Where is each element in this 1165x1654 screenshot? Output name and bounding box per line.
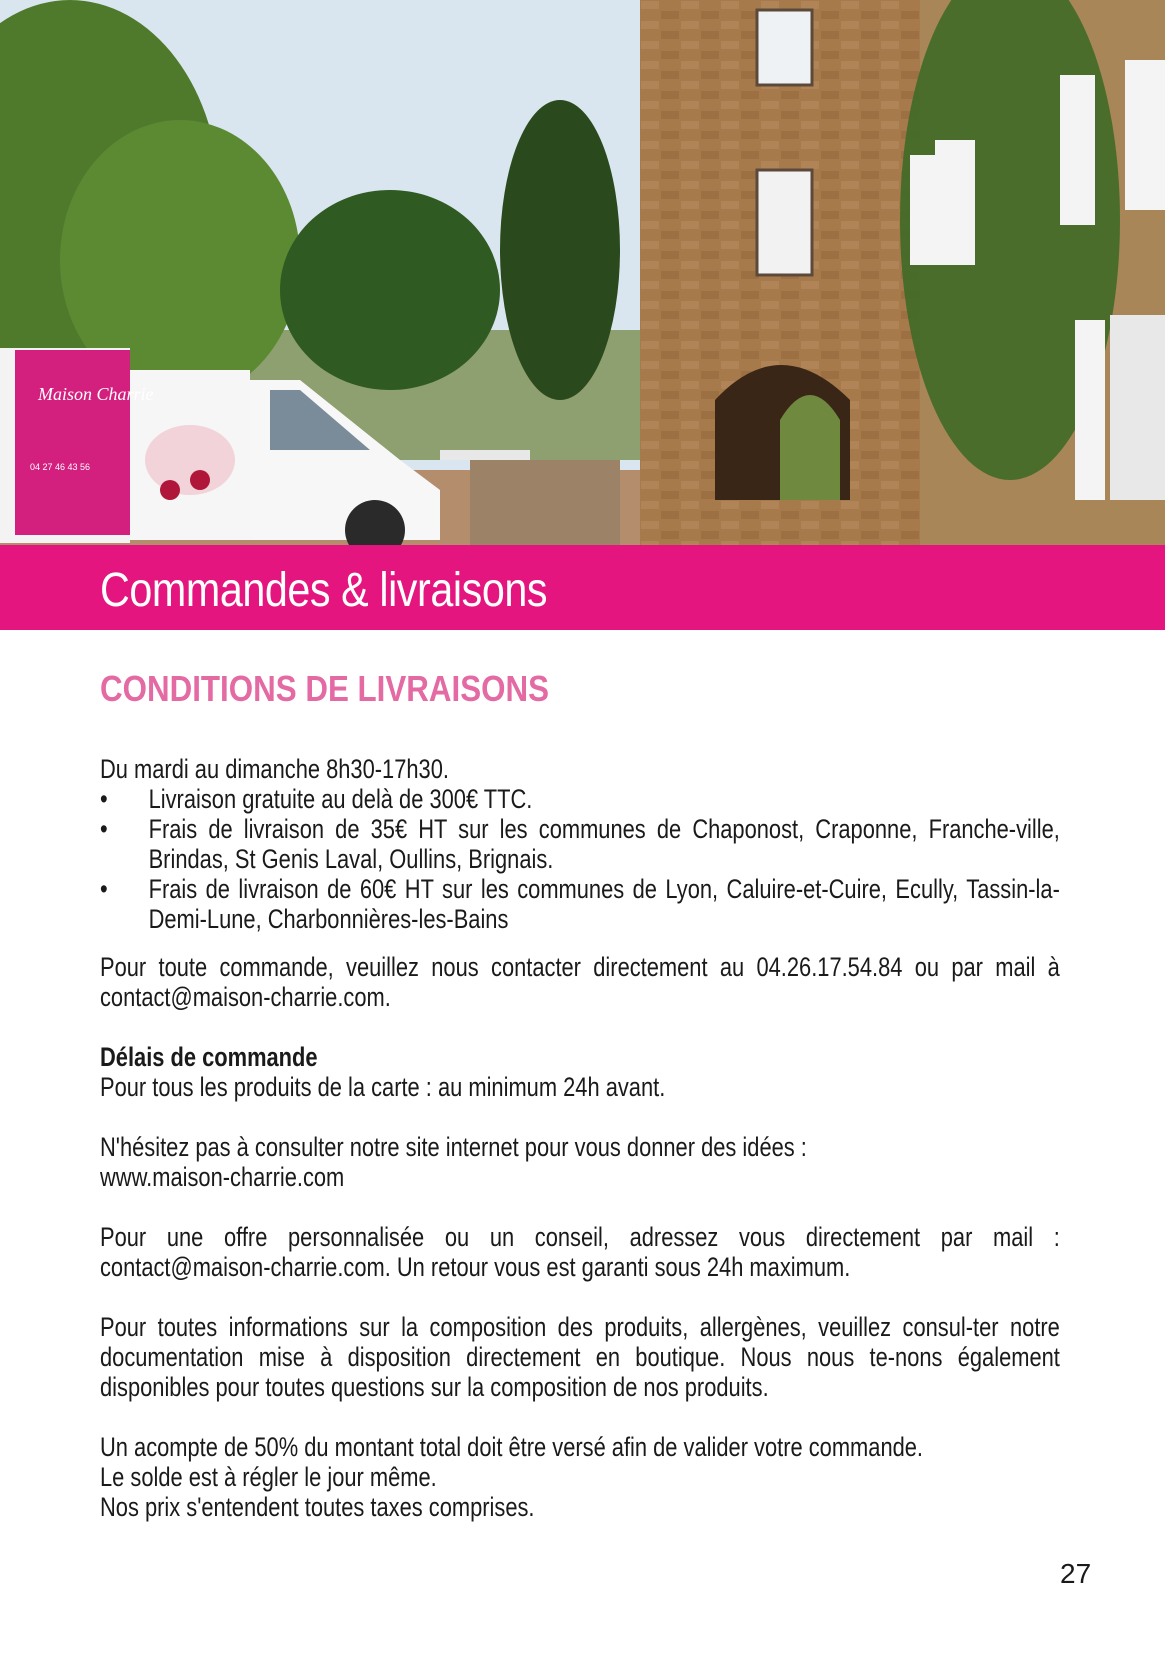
delivery-conditions-section (100, 668, 1165, 1568)
header-photo (0, 0, 1165, 545)
deposit-text: Un acompte de 50% du montant total doit être versé afin de valider votre commande. (100, 1432, 924, 1462)
delay-title: Délais de commande (100, 1042, 318, 1072)
van-brand: Maison Charrie (38, 384, 154, 404)
fee-35-text: Frais de livraison de 35€ HT sur les communes de Chaponost, Craponne, Franche-ville, Brindas, St Genis Laval, Oullins, Brignais. (148, 814, 1060, 874)
bullet-icon: • (100, 814, 108, 844)
list-item (100, 874, 1060, 934)
taxes-text: Nos prix s'entendent toutes taxes comprises. (100, 1492, 535, 1522)
free-delivery-text: Livraison gratuite au delà de 300€ TTC. (148, 784, 533, 814)
section-body (100, 754, 1060, 1522)
website-text: N'hésitez pas à consulter notre site internet pour vous donner des idées : (100, 1132, 807, 1162)
section-title: CONDITIONS DE LIVRAISONS (100, 668, 549, 709)
bullet-icon: • (100, 784, 108, 814)
list-item (100, 784, 1060, 814)
opening-hours: Du mardi au dimanche 8h30-17h30. (100, 754, 449, 784)
list-item (100, 814, 1060, 874)
page-number: 27 (1060, 1558, 1092, 1589)
banner-title: Commandes & livraisons (100, 564, 548, 617)
website-link[interactable]: www.maison-charrie.com (100, 1162, 345, 1192)
van-phone: 04 27 46 43 56 (30, 462, 91, 472)
title-banner (0, 545, 1165, 630)
allergens-text: Pour toutes informations sur la composition des produits, allergènes, veuillez consul-ter notre documentation mise à disposition directement en boutique. Nous nous te-nons également disponibles pour toutes questions sur la composition de nos produits. (100, 1312, 1060, 1402)
building-courtyard-photo-icon (0, 0, 1165, 545)
custom-offer-text: Pour une offre personnalisée ou un conseil, adressez vous directement par mail : contact@maison-charrie.com. Un retour vous est garanti sous 24h maximum. (100, 1222, 1060, 1282)
balance-text: Le solde est à régler le jour même. (100, 1462, 437, 1492)
fee-60-text: Frais de livraison de 60€ HT sur les communes de Lyon, Caluire-et-Cuire, Ecully, Tassin-la-Demi-Lune, Charbonnières-les-Bains (148, 874, 1060, 934)
bullet-icon: • (100, 874, 108, 904)
order-contact: Pour toute commande, veuillez nous contacter directement au 04.26.17.54.84 ou par mail à contact@maison-charrie.com. (100, 952, 1060, 1012)
delay-text: Pour tous les produits de la carte : au minimum 24h avant. (100, 1072, 666, 1102)
delivery-fee-list (100, 784, 1060, 934)
